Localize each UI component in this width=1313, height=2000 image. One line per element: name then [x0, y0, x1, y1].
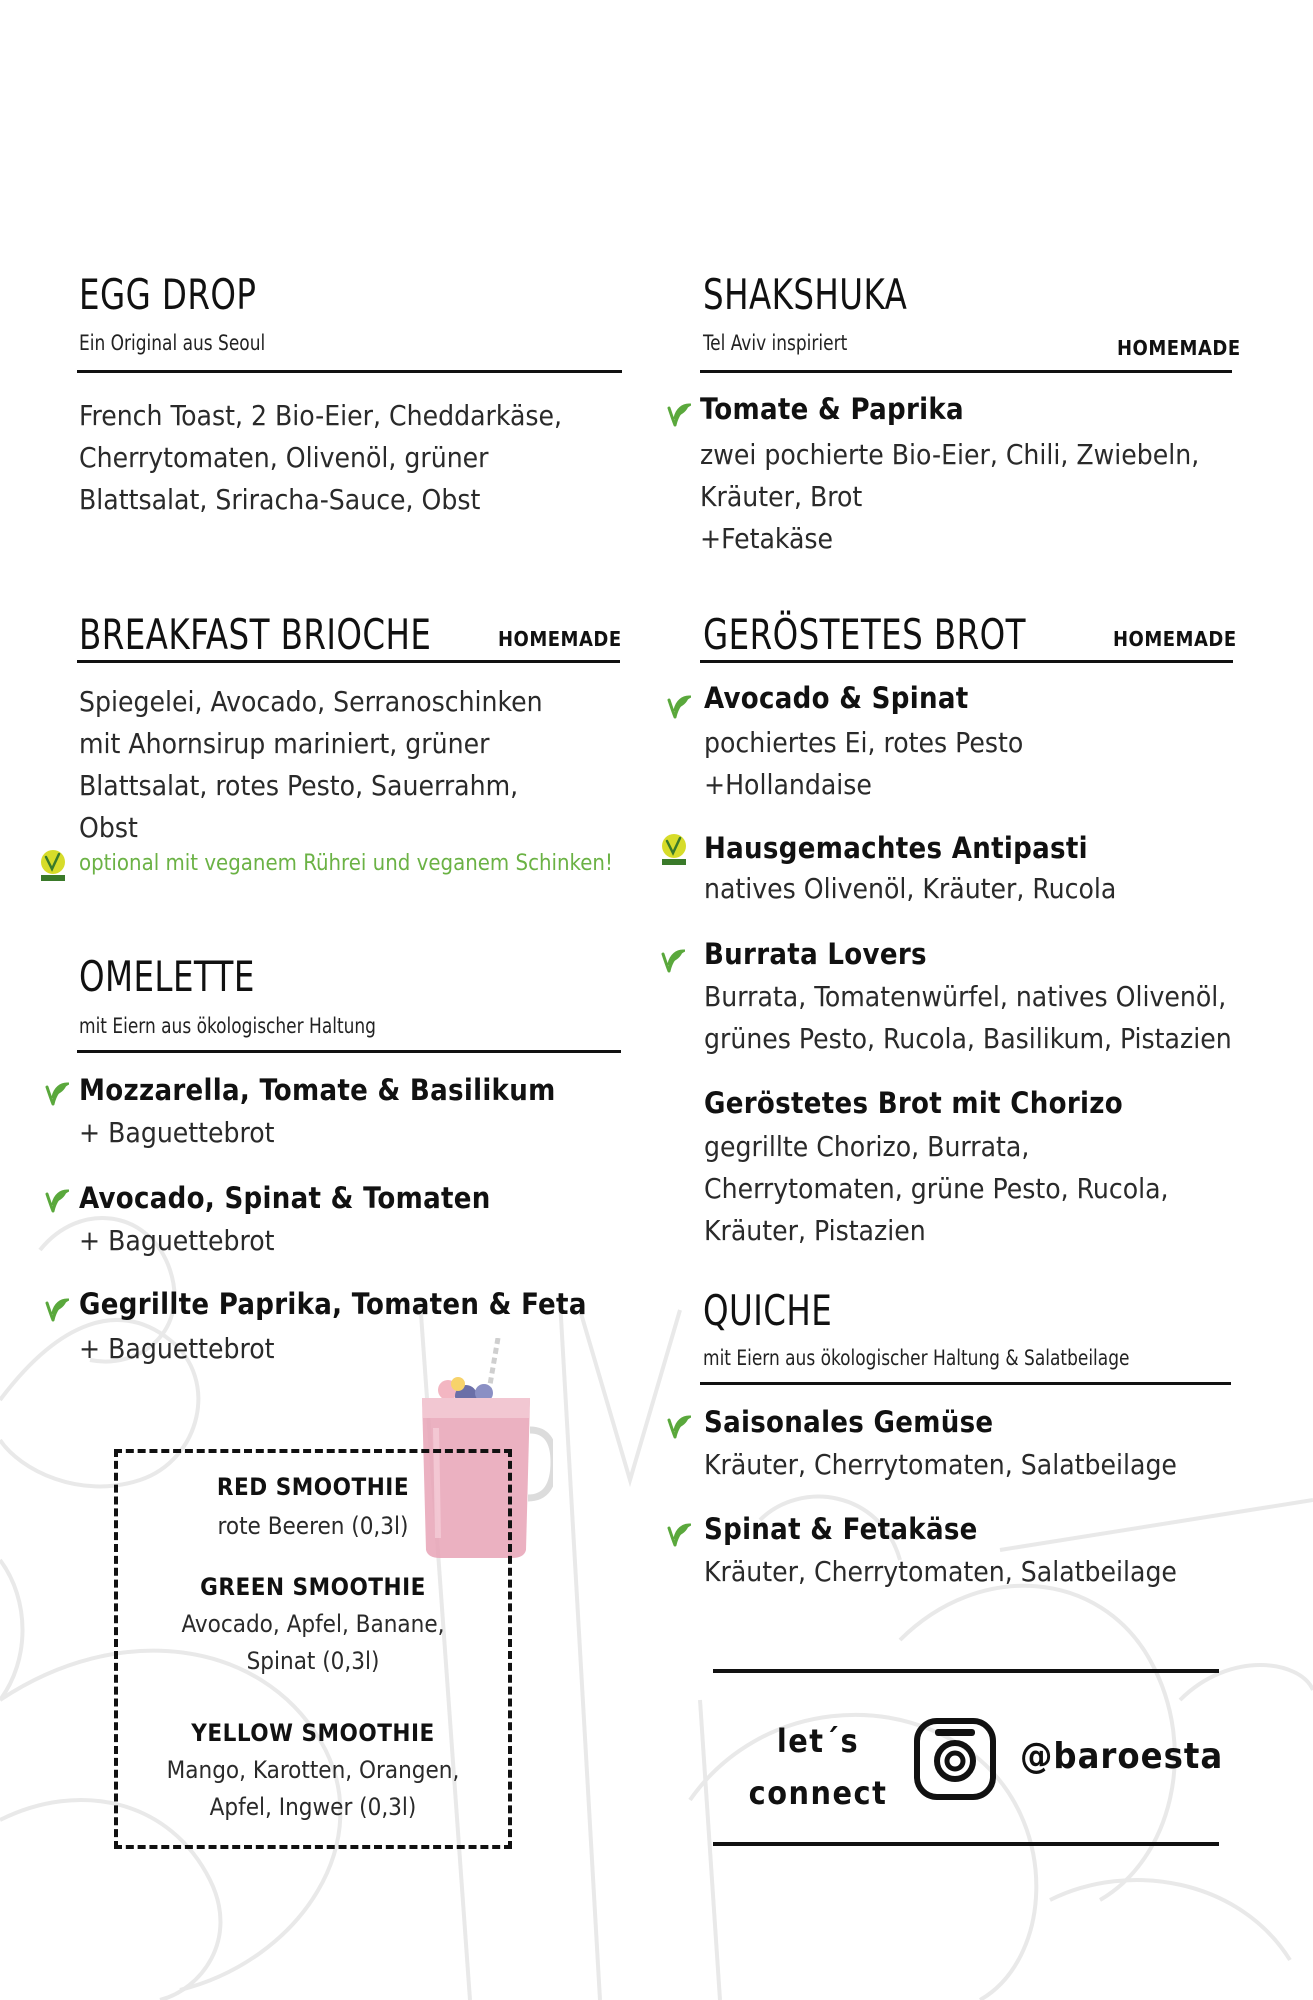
quiche-divider: [700, 1382, 1231, 1385]
omelette-item-title: Gegrillte Paprika, Tomaten & Feta: [79, 1287, 587, 1321]
smoothie-description: rote Beeren (0,3l): [217, 1512, 409, 1540]
egg-drop-divider: [77, 370, 622, 373]
smoothie-title: GREEN SMOOTHIE: [200, 1573, 426, 1601]
smoothie-description: Mango, Karotten, Orangen, Apfel, Ingwer (0,3l): [166, 1756, 460, 1821]
smoothie-title: RED SMOOTHIE: [216, 1473, 410, 1501]
vegan-logo-icon: [657, 832, 691, 866]
quiche-item-title: Spinat & Fetakäse: [704, 1512, 978, 1546]
brot-item-extra: +Hollandaise: [704, 768, 872, 801]
omelette-item-title: Mozzarella, Tomate & Basilikum: [79, 1073, 556, 1107]
leaf-icon: [43, 1081, 69, 1107]
connect-bottom-rule: [713, 1842, 1219, 1846]
smoothie-title: YELLOW SMOOTHIE: [191, 1719, 435, 1747]
shakshuka-title: SHAKSHUKA: [703, 270, 908, 319]
instagram-icon[interactable]: [913, 1717, 997, 1801]
leaf-icon: [665, 402, 691, 428]
quiche-item-title: Saisonales Gemüse: [704, 1405, 994, 1439]
brioche-homemade-badge: HOMEMADE: [498, 627, 622, 651]
brot-item-title: Avocado & Spinat: [704, 681, 969, 715]
omelette-item-description: + Baguettebrot: [79, 1224, 275, 1257]
quiche-item-description: Kräuter, Cherrytomaten, Salatbeilage: [704, 1448, 1177, 1481]
quiche-item-description: Kräuter, Cherrytomaten, Salatbeilage: [704, 1555, 1177, 1588]
brot-item-title: Hausgemachtes Antipasti: [704, 831, 1088, 865]
egg-drop-subtitle: Ein Original aus Seoul: [79, 331, 266, 355]
connect-top-rule: [713, 1669, 1219, 1673]
brot-homemade-badge: HOMEMADE: [1113, 627, 1237, 651]
omelette-item-title: Avocado, Spinat & Tomaten: [79, 1181, 491, 1215]
quiche-title: QUICHE: [703, 1286, 833, 1335]
leaf-icon: [665, 1522, 691, 1548]
leaf-icon: [665, 1414, 691, 1440]
omelette-title: OMELETTE: [79, 952, 255, 1001]
shakshuka-subtitle: Tel Aviv inspiriert: [703, 331, 848, 355]
omelette-subtitle: mit Eiern aus ökologischer Haltung: [79, 1014, 376, 1038]
brot-item-description: Burrata, Tomatenwürfel, natives Olivenöl, grünes Pesto, Rucola, Basilikum, Pistazien: [704, 980, 1232, 1055]
brot-item-description: gegrillte Chorizo, Burrata, Cherrytomaten, grüne Pesto, Rucola, Kräuter, Pistazien: [704, 1130, 1169, 1247]
leaf-icon: [665, 694, 691, 720]
connect-text: let´s connect: [748, 1722, 888, 1812]
omelette-item-description: + Baguettebrot: [79, 1116, 275, 1149]
brot-item-title: Geröstetes Brot mit Chorizo: [704, 1086, 1123, 1120]
brot-divider: [700, 660, 1233, 663]
shakshuka-extra: +Fetakäse: [700, 522, 834, 555]
instagram-handle[interactable]: @baroesta: [1020, 1736, 1224, 1777]
brot-item-description: natives Olivenöl, Kräuter, Rucola: [704, 872, 1117, 905]
omelette-divider: [77, 1050, 621, 1053]
shakshuka-homemade-badge: HOMEMADE: [1117, 336, 1241, 360]
brot-item-title: Burrata Lovers: [704, 937, 927, 971]
shakshuka-divider: [700, 370, 1232, 373]
brioche-vegan-note: optional mit veganem Rührei und veganem Schinken!: [79, 851, 613, 876]
quiche-subtitle: mit Eiern aus ökologischer Haltung & Salatbeilage: [703, 1346, 1130, 1370]
egg-drop-description: French Toast, 2 Bio-Eier, Cheddarkäse, Cherrytomaten, Olivenöl, grüner Blattsalat, Sriracha-Sauce, Obst: [79, 399, 563, 516]
shakshuka-item-title: Tomate & Paprika: [700, 392, 964, 426]
brioche-title: BREAKFAST BRIOCHE: [79, 610, 432, 659]
leaf-icon: [43, 1188, 69, 1214]
brot-item-description: pochiertes Ei, rotes Pesto: [704, 726, 1024, 759]
omelette-item-description: + Baguettebrot: [79, 1332, 275, 1365]
smoothie-description: Avocado, Apfel, Banane, Spinat (0,3l): [181, 1610, 445, 1675]
brioche-description: Spiegelei, Avocado, Serranoschinken mit Ahornsirup mariniert, grüner Blattsalat, rotes Pesto, Sauerrahm, Obst: [79, 685, 543, 844]
brioche-divider: [77, 660, 620, 663]
leaf-icon: [659, 948, 685, 974]
brot-title: GERÖSTETES BROT: [703, 610, 1026, 659]
shakshuka-item-description: zwei pochierte Bio-Eier, Chili, Zwiebeln, Kräuter, Brot: [700, 438, 1200, 513]
egg-drop-title: EGG DROP: [79, 270, 257, 319]
vegan-logo-icon: [36, 848, 70, 882]
leaf-icon: [43, 1297, 69, 1323]
